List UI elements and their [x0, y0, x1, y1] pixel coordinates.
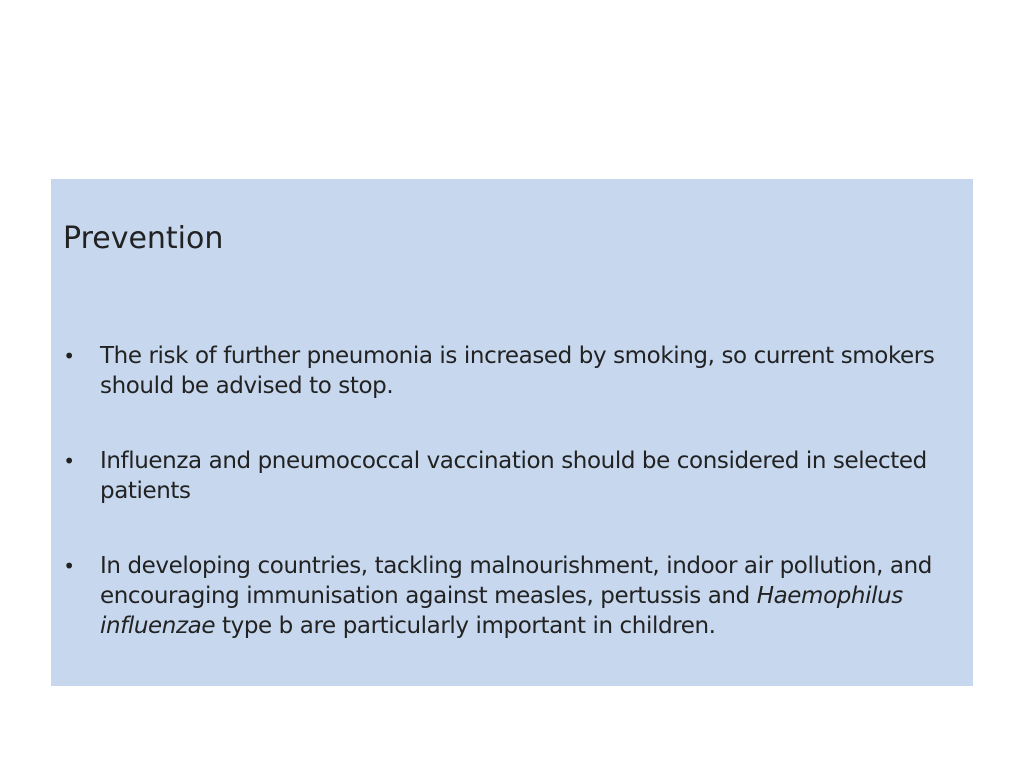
bullet-dot-icon: • [63, 554, 75, 578]
bullet-dot-icon: • [63, 344, 75, 368]
bullet-text-italic: Haemophilus influenzae [100, 583, 903, 639]
bullet-text-before: In developing countries, tackling malnourishment, indoor air pollution, and encouraging immunisation against measles, pertussis and [100, 553, 932, 609]
bullet-text-after: type b are particularly important in children. [215, 613, 716, 639]
bullet-text: The risk of further pneumonia is increased by smoking, so current smokers should be advised to stop. [100, 343, 935, 399]
list-item [51, 551, 973, 641]
bullet-list [51, 341, 973, 641]
bullet-text: Influenza and pneumococcal vaccination should be considered in selected patients [100, 448, 927, 504]
list-item [51, 446, 973, 506]
list-item [51, 341, 973, 401]
bullet-dot-icon: • [63, 449, 75, 473]
content-box [51, 179, 973, 686]
slide-heading: Prevention [63, 221, 224, 256]
